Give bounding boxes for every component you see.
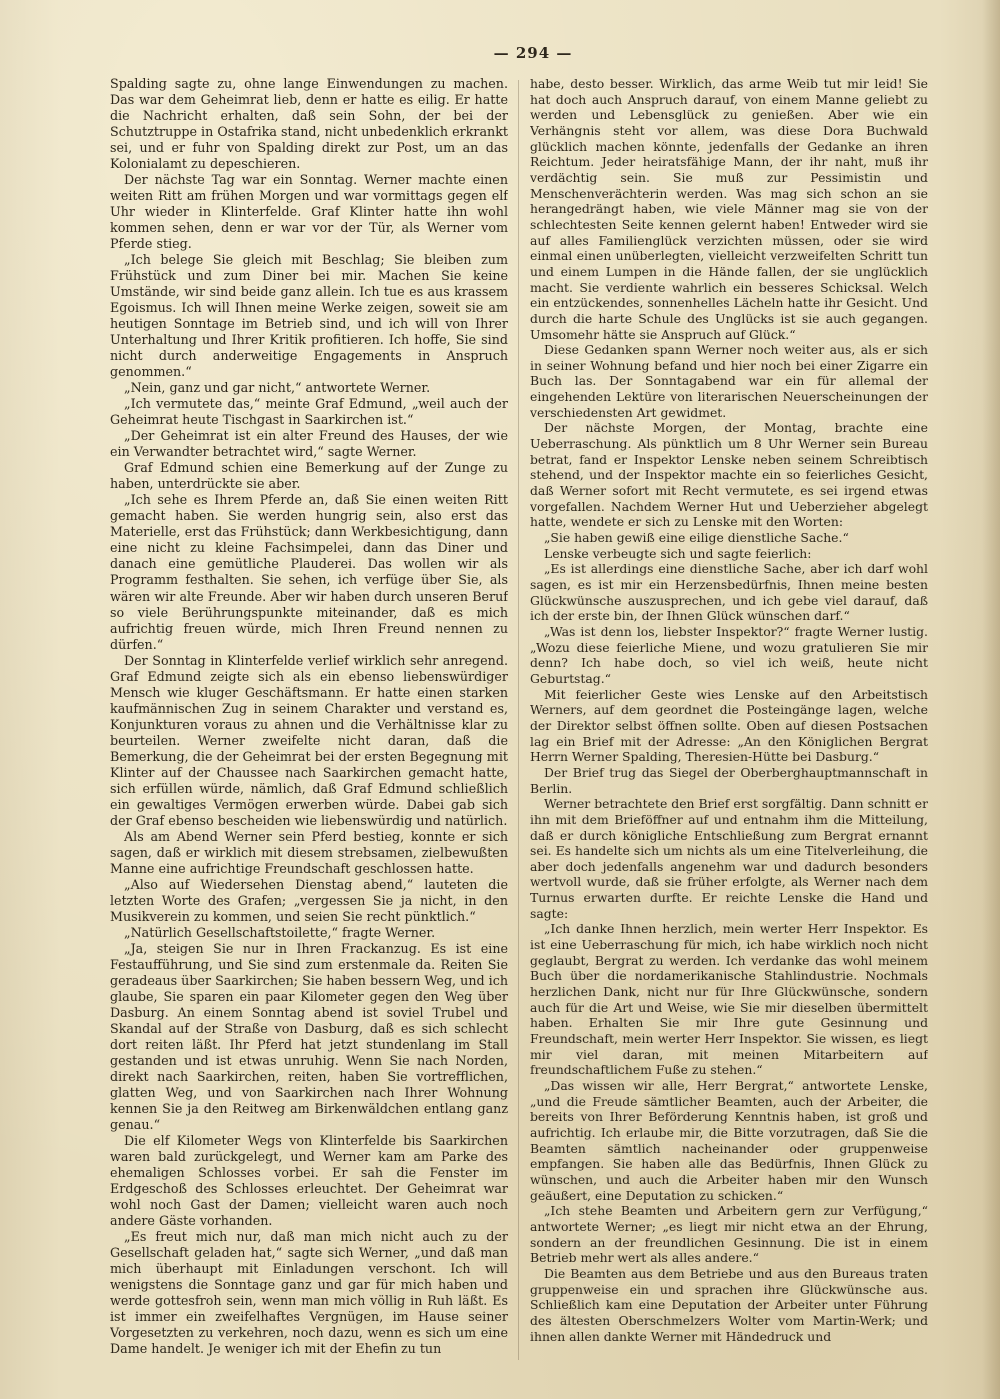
paragraph: Werner betrachtete den Brief erst sorgfältig. Dann schnitt er ihn mit dem Brieföffner auf und entnahm ihm die Mitteilung, daß er durch königliche Entschließung zum Bergrat ernannt sei. Es handelte sich um nichts als um eine Titelverleihung, die aber doch jedenfalls angenehm war und dadurch besonders wertvoll wurde, daß sie früher erfolgte, als Werner nach dem Turnus erwarten durfte. Er reichte Lenske die Hand und sagte: <box>530 796 928 921</box>
paragraph: „Der Geheimrat ist ein alter Freund des Hauses, der wie ein Verwandter betrachtet wird,“ sagte Werner. <box>110 428 508 460</box>
right-column <box>530 76 928 1366</box>
paragraph: Als am Abend Werner sein Pferd bestieg, konnte er sich sagen, daß er wirklich mit diesem strebsamen, zielbewußten Manne eine aufrichtige Freundschaft geschlossen hatte. <box>110 828 508 876</box>
paragraph: „Ich danke Ihnen herzlich, mein werter Herr Inspektor. Es ist eine Ueberraschung für mich, ich habe wirklich noch nicht geglaubt, Bergrat zu werden. Ich verdanke das wohl meinem Buch über die nordamerikanische Stahlindustrie. Nochmals herzlichen Dank, nicht nur für Ihre Glückwünsche, sondern auch für die Art und Weise, wie Sie mir dieselben übermittelt haben. Erhalten Sie mir Ihre gute Gesinnung und Freundschaft, mein werter Herr Inspektor. Sie wissen, es liegt mir viel daran, mit meinen Mitarbeitern auf freundschaftlichem Fuße zu stehen.“ <box>530 921 928 1078</box>
paragraph: „Es freut mich nur, daß man mich nicht auch zu der Gesellschaft geladen hat,“ sagte sich Werner, „und daß man mich überhaupt mit Einladungen verschont. Ich will wenigstens die Sonntage ganz und gar für mich haben und werde gottesfroh sein, wenn man mich völlig in Ruh läßt. Es ist immer ein zweifelhaftes Vergnügen, im Hause seiner Vorgesetzten zu verkehren, noch dazu, wenn es sich um eine Dame handelt. Je weniger ich mit der Ehefin zu tun <box>110 1229 508 1357</box>
paragraph: Graf Edmund schien eine Bemerkung auf der Zunge zu haben, unterdrückte sie aber. <box>110 460 508 492</box>
paragraph: „Es ist allerdings eine dienstliche Sache, aber ich darf wohl sagen, es ist mir ein Herzensbedürfnis, Ihnen meine besten Glückwünsche auszusprechen, und ich gebe viel darauf, daß ich der erste bin, der Ihnen Glück wünschen darf.“ <box>530 561 928 624</box>
paragraph: Der nächste Tag war ein Sonntag. Werner machte einen weiten Ritt am frühen Morgen und war vormittags gegen elf Uhr wieder in Klinterfelde. Graf Klinter hatte ihn wohl kommen sehen, denn er war vor der Tür, als Werner vom Pferde stieg. <box>110 172 508 252</box>
page-number: — 294 — <box>493 44 573 62</box>
paragraph: „Natürlich Gesellschaftstoilette,“ fragte Werner. <box>124 924 436 940</box>
paragraph: „Was ist denn los, liebster Inspektor?“ fragte Werner lustig. „Wozu diese feierliche Miene, und wozu gratulieren Sie mir denn? Ich habe doch, so viel ich weiß, heute nicht Geburtstag.“ <box>530 623 928 686</box>
page-edge-shadow <box>982 0 1000 1399</box>
paragraph: Die elf Kilometer Wegs von Klinterfelde bis Saarkirchen waren bald zurückgelegt, und Werner kam am Parke des ehemaligen Schlosses vorbei. Er sah die Fenster im Erdgeschoß des Schlosses erleuchtet. Der Geheimrat war wohl noch Gast der Damen; vielleicht waren auch noch andere Gäste vorhanden. <box>110 1133 508 1229</box>
paragraph: Diese Gedanken spann Werner noch weiter aus, als er sich in seiner Wohnung befand und hier noch bei einer Zigarre ein Buch las. Der Sonntagabend war ein für allemal der eingehenden Lektüre von literarischen Neuerscheinungen der verschiedensten Art gewidmet. <box>530 342 928 420</box>
paragraph: „Sie haben gewiß eine eilige dienstliche Sache.“ <box>544 530 849 546</box>
paragraph: Lenske verbeugte sich und sagte feierlich: <box>544 545 812 561</box>
left-column <box>110 76 508 1366</box>
column-divider <box>518 80 519 1360</box>
paragraph: Mit feierlicher Geste wies Lenske auf den Arbeitstisch Werners, auf dem geordnet die Posteingänge lagen, welche der Direktor selbst öffnen sollte. Oben auf diesen Postsachen lag ein Brief mit der Adresse: „An den Königlichen Bergrat Herrn Werner Spalding, Theresien-Hütte bei Dasburg.“ <box>530 686 928 765</box>
paragraph: „Ich stehe Beamten und Arbeitern gern zur Verfügung,“ antwortete Werner; „es liegt mir nicht etwa an der Ehrung, sondern an der freundlichen Gesinnung. Die ist in einem Betrieb mehr wert als alles andere.“ <box>530 1203 928 1266</box>
paragraph: „Ich belege Sie gleich mit Beschlag; Sie bleiben zum Frühstück und zum Diner bei mir. Machen Sie keine Umstände, wir sind beide ganz allein. Ich tue es aus krassem Egoismus. Ich will Ihnen meine Werke zeigen, soweit sie am heutigen Sonntage im Betrieb sind, und ich will von Ihrer Unterhaltung und Ihrer Kritik profitieren. Ich hoffe, Sie sind nicht durch anderweitige Engagements in Anspruch genommen.“ <box>110 252 508 380</box>
paragraph: Der Brief trug das Siegel der Oberberghauptmannschaft in Berlin. <box>530 764 928 796</box>
paragraph: Die Beamten aus dem Betriebe und aus den Bureaus traten gruppenweise ein und sprachen ihre Glückwünsche aus. Schließlich kam eine Deputation der Arbeiter unter Führung des ältesten Oberschmelzers Wolter vom Martin-Werk; und ihnen allen dankte Werner mit Händedruck und <box>530 1265 928 1344</box>
paragraph: „Also auf Wiedersehen Dienstag abend,“ lauteten die letzten Worte des Grafen; „vergessen Sie ja nicht, in den Musikverein zu kommen, und seien Sie recht pünktlich.“ <box>110 876 508 924</box>
paragraph: „Ja, steigen Sie nur in Ihren Frackanzug. Es ist eine Festaufführung, und Sie sind zum erstenmale da. Reiten Sie geradeaus über Saarkirchen; Sie haben bessern Weg, und ich glaube, Sie sparen ein paar Kilometer gegen den Weg über Dasburg. An einem Sonntag abend ist soviel Trubel und Skandal auf der Straße von Dasburg, daß es sich schlecht dort reiten läßt. Ihr Pferd hat jetzt stundenlang im Stall gestanden und ist etwas unruhig. Wenn Sie nach Norden, direkt nach Saarkirchen, reiten, haben Sie vortrefflichen, glatten Weg, und von Saarkirchen nach Ihrer Wohnung kennen Sie ja den Reitweg am Birkenwäldchen entlang ganz genau.“ <box>110 940 508 1133</box>
paragraph: Der Sonntag in Klinterfelde verlief wirklich sehr anregend. Graf Edmund zeigte sich als ein ebenso liebenswürdiger Mensch wie kluger Geschäftsmann. Er hatte einen starken kaufmännischen Zug in seinem Charakter und verstand es, Konjunkturen voraus zu ahnen und die Verhältnisse klar zu beurteilen. Werner zweifelte nicht daran, daß die Bemerkung, die der Geheimrat bei der ersten Begegnung mit Klinter auf der Chaussee nach Saarkirchen gemacht hatte, sich erfüllen würde, nämlich, daß Graf Edmund schließlich ein gewaltiges Vermögen erwerben würde. Dabei gab sich der Graf ebenso bescheiden wie liebenswürdig und natürlich. <box>110 652 508 828</box>
paragraph: Der nächste Morgen, der Montag, brachte eine Ueberraschung. Als pünktlich um 8 Uhr Werner sein Bureau betrat, fand er Inspektor Lenske neben seinem Schreibtisch stehend, und der Inspektor machte ein so feierliches Gesicht, daß Werner sofort mit Recht vermutete, es sei irgend etwas vorgefallen. Nachdem Werner Hut und Ueberzieher abgelegt hatte, wendete er sich zu Lenske mit den Worten: <box>530 420 928 530</box>
paragraph: Spalding sagte zu, ohne lange Einwendungen zu machen. Das war dem Geheimrat lieb, denn er hatte es eilig. Er hatte die Nachricht erhalten, daß sein Sohn, der bei der Schutztruppe in Ostafrika stand, nicht unbedenklich erkrankt sei, und er fuhr von Spalding direkt zur Post, um an das Kolonialamt zu depeschieren. <box>110 76 508 172</box>
paragraph: „Ich vermutete das,“ meinte Graf Edmund, „weil auch der Geheimrat heute Tischgast in Saarkirchen ist.“ <box>110 396 508 428</box>
paragraph: „Ich sehe es Ihrem Pferde an, daß Sie einen weiten Ritt gemacht haben. Sie werden hungrig sein, also erst das Materielle, erst das Frühstück; dann Werkbesichtigung, dann eine nicht zu kleine Fachsimpelei, dann das Diner und danach eine gemütliche Plauderei. Das wollen wir als Programm festhalten. Sie sehen, ich verfüge über Sie, als wären wir alte Freunde. Aber wir haben durch unseren Beruf so viele Berührungspunkte miteinander, daß es mich aufrichtig freuen würde, mich Ihren Freund nennen zu dürfen.“ <box>110 492 508 652</box>
paragraph: „Nein, ganz und gar nicht,“ antwortete Werner. <box>124 380 431 396</box>
paragraph: „Das wissen wir alle, Herr Bergrat,“ antwortete Lenske, „und die Freude sämtlicher Beamten, auch der Arbeiter, die bereits von Ihrer Beförderung Kenntnis haben, ist groß und aufrichtig. Ich erlaube mir, die Bitte vorzutragen, daß Sie die Beamten sämtlich nacheinander oder gruppenweise empfangen. Sie haben alle das Bedürfnis, Ihnen Glück zu wünschen, und auch die Arbeiter haben mir den Wunsch geäußert, eine Deputation zu schicken.“ <box>530 1078 928 1203</box>
paragraph: habe, desto besser. Wirklich, das arme Weib tut mir leid! Sie hat doch auch Anspruch darauf, von einem Manne geliebt zu werden und Lebensglück zu genießen. Aber wie ein Verhängnis steht vor allem, was diese Dora Buchwald glücklich machen könnte, jedenfalls der Gedanke an ihren Reichtum. Jeder heiratsfähige Mann, der ihr naht, muß ihr verdächtig sein. Sie muß zur Pessimistin und Menschenverächterin werden. Was mag sich schon an sie herangedrängt haben, wie viele Männer mag sie von der schlechtesten Seite kennen gelernt haben! Entweder wird sie auf alles Familienglück verzichten müssen, oder sie wird einmal einen unüberlegten, vielleicht verzweifelten Schritt tun und einem Lumpen in die Hände fallen, der sie unglücklich macht. Sie verdiente wahrlich ein besseres Schicksal. Welch ein entzückendes, sonnenhelles Lächeln hatte ihr Gesicht. Und durch die harte Schule des Unglücks ist sie auch gegangen. Umsomehr hätte sie Anspruch auf Glück.“ <box>530 76 928 342</box>
